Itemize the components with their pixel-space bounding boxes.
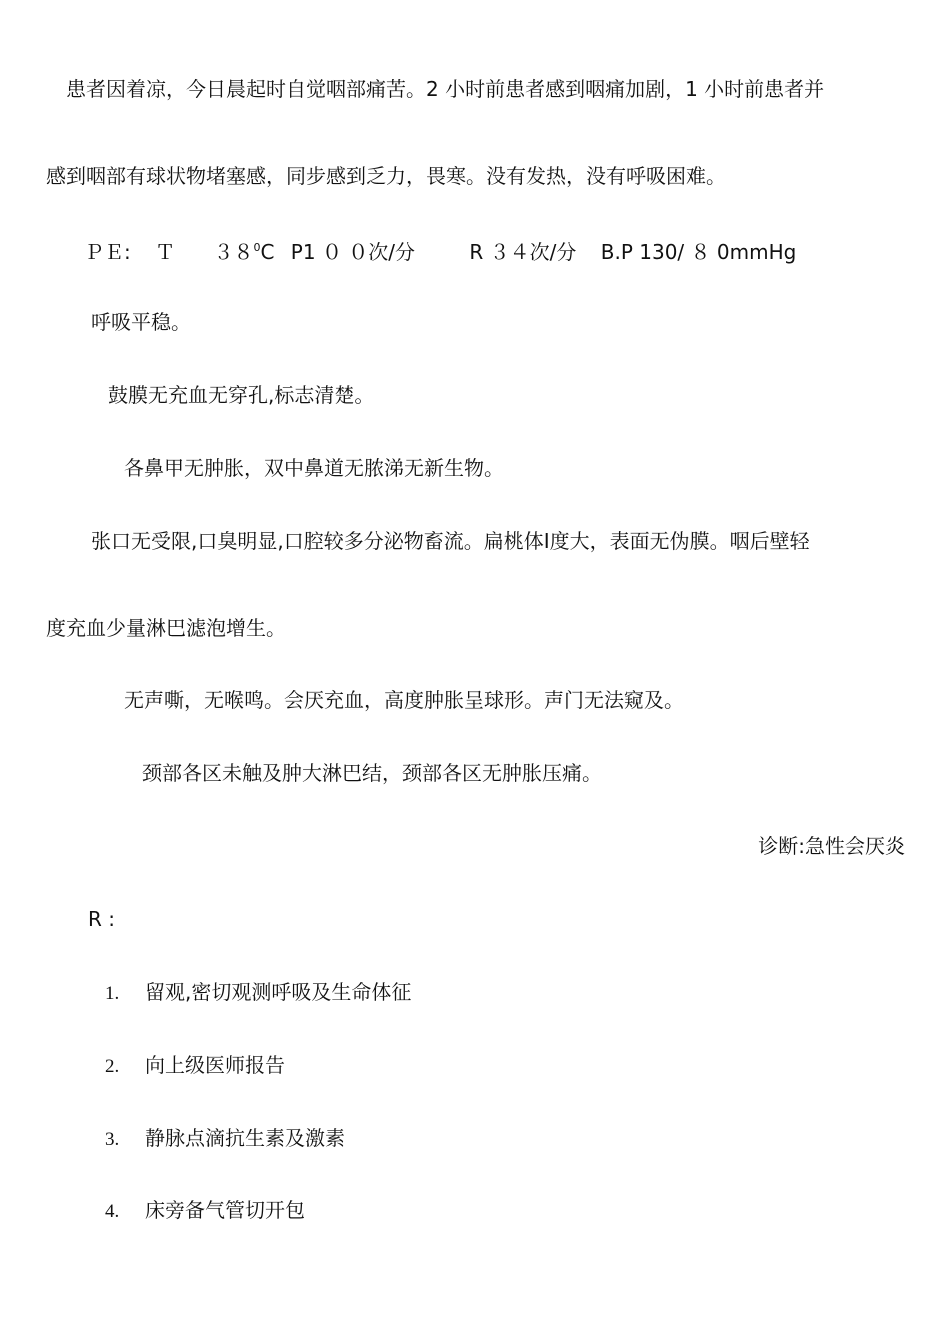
pe-pulse: P1 ０ ０次/分 [290,239,416,264]
item-number: 1. [105,983,120,1004]
physical-exam-line [84,234,796,266]
pe-respiration: R ３４次/分 [469,239,577,264]
treatment-item [105,1196,305,1226]
diagnosis: 诊断:急性会厌炎 [758,834,905,858]
pe-label: ＰＥ: [84,239,131,264]
pe-temperature-value: ３８0C [213,239,275,264]
treatment-item [105,1051,285,1081]
item-number: 3. [105,1129,120,1150]
breathing-line: 呼吸平稳。 [91,310,191,334]
item-text: 静脉点滴抗生素及激素 [145,1126,345,1150]
nose-line: 各鼻甲无肿胀，双中鼻道无脓涕无新生物。 [124,456,504,480]
item-text: 留观,密切观测呼吸及生命体征 [145,980,412,1004]
item-text: 床旁备气管切开包 [145,1198,305,1222]
history-line-1: 患者因着凉，今日晨起时自觉咽部痛苦。2 小时前患者感到咽痛加剧，1 小时前患者并 [66,77,825,101]
item-number: 2. [105,1056,120,1077]
history-line-2: 感到咽部有球状物堵塞感，同步感到乏力，畏寒。没有发热，没有呼吸困难。 [46,164,726,188]
ear-line: 鼓膜无充血无穿孔,标志清楚。 [108,383,375,407]
treatment-item [105,1124,345,1154]
mouth-line-2: 度充血少量淋巴滤泡增生。 [46,616,286,640]
mouth-line-1: 张口无受限,口臭明显,口腔较多分泌物畜流。扁桃体Ⅰ度大，表面无伪膜。咽后壁轻 [91,529,810,553]
pe-blood-pressure: B.P 130/ ８ 0mmHg [600,239,797,264]
item-text: 向上级医师报告 [145,1053,285,1077]
treatment-label: R : [88,907,115,931]
treatment-item [105,978,411,1008]
larynx-line: 无声嘶，无喉鸣。会厌充血，高度肿胀呈球形。声门无法窥及。 [124,688,684,712]
neck-line: 颈部各区未触及肿大淋巴结，颈部各区无肿胀压痛。 [142,761,602,785]
pe-temperature-label: Ｔ [155,239,176,264]
item-number: 4. [105,1201,120,1222]
